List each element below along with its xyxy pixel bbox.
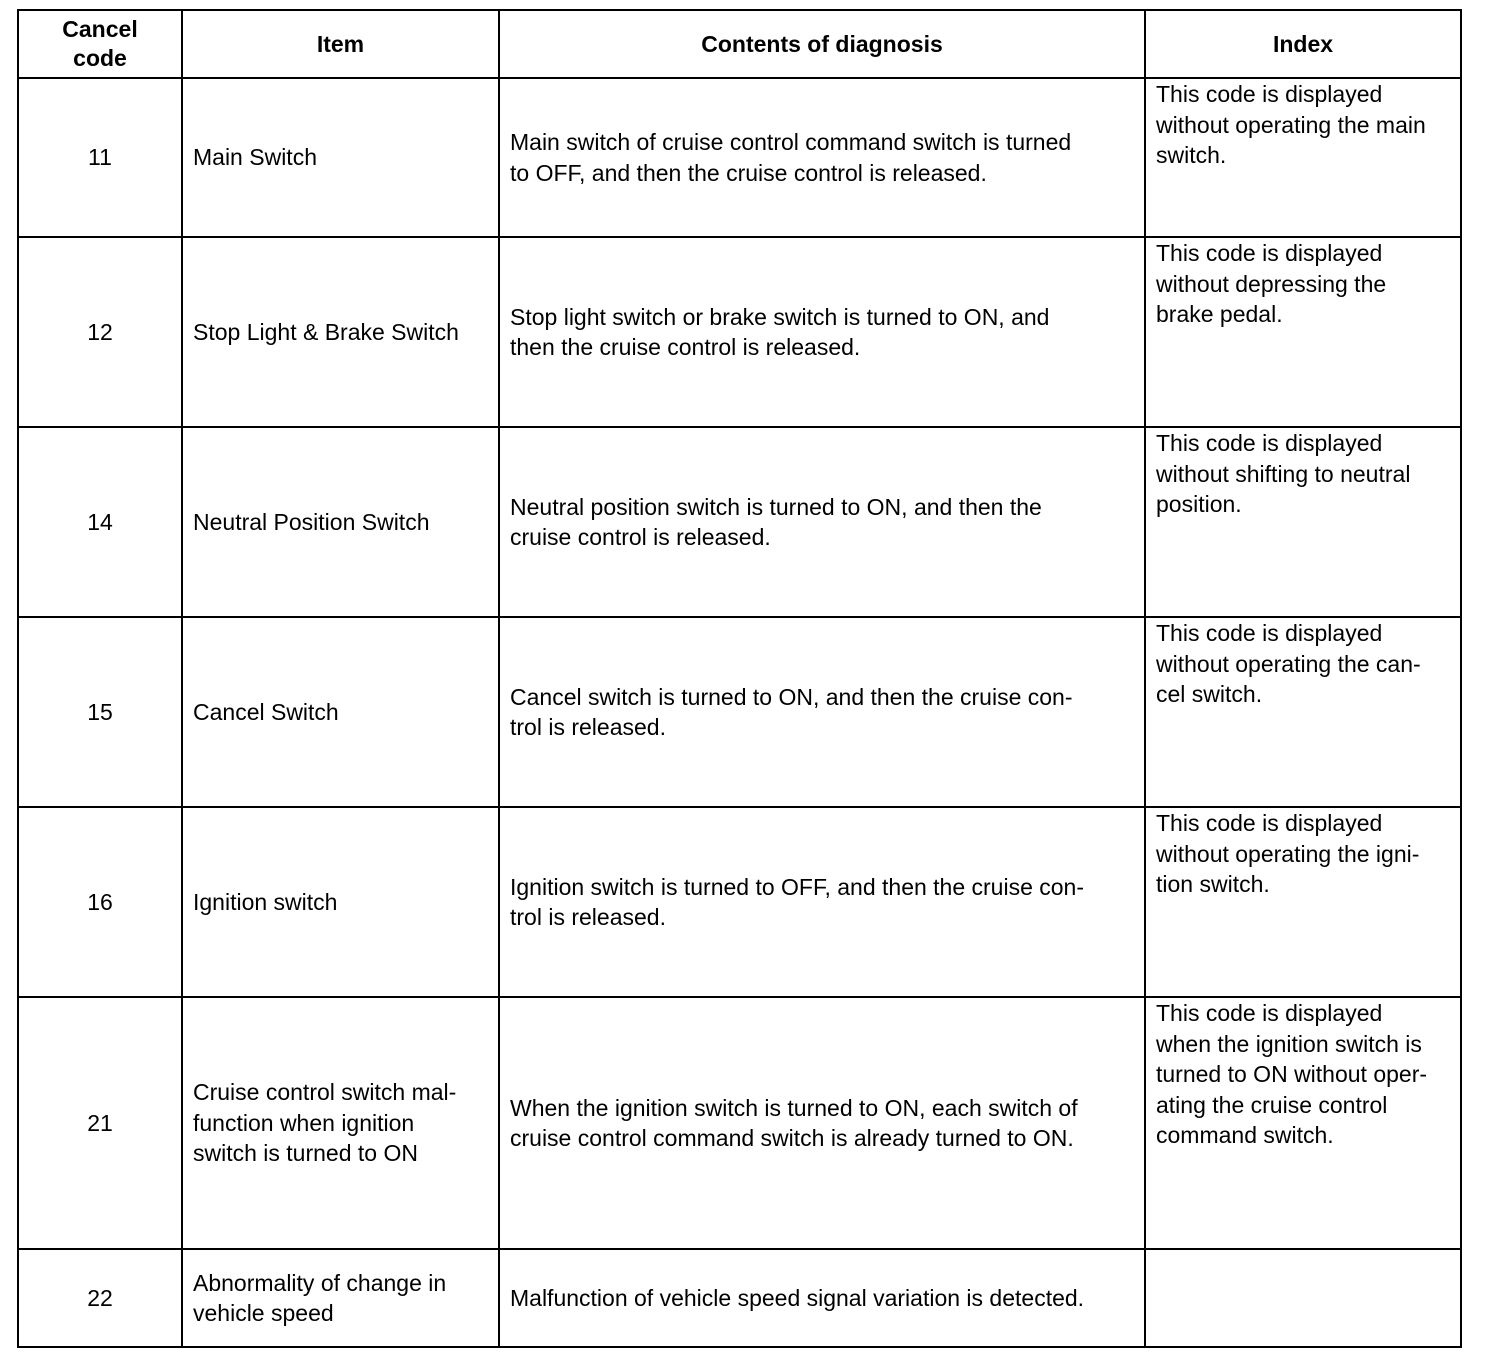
- item-line: switch is turned to ON: [193, 1140, 418, 1167]
- contents-line: Cancel switch is turned to ON, and then the cruise con-: [510, 683, 1073, 710]
- index-line: cel switch.: [1156, 681, 1263, 707]
- index-line: without operating the igni-: [1156, 840, 1420, 867]
- index-line: This code is displayed: [1156, 81, 1383, 107]
- index-line: without operating the main: [1156, 111, 1426, 138]
- item-line: vehicle speed: [193, 1300, 334, 1326]
- table-row: [18, 617, 1461, 807]
- index-cell: [1145, 237, 1461, 427]
- item-line: function when ignition: [193, 1109, 415, 1136]
- cancel-code-table: [17, 9, 1462, 1348]
- contents-line: cruise control is released.: [510, 524, 771, 550]
- item-line: Ignition switch: [193, 888, 338, 915]
- item-line: Cruise control switch mal-: [193, 1079, 457, 1106]
- index-line: ating the cruise control: [1156, 1091, 1388, 1118]
- item-cell: [182, 427, 499, 617]
- header-index: Index: [1145, 10, 1461, 78]
- index-line: This code is displayed: [1156, 240, 1383, 266]
- header-row: [18, 10, 1461, 78]
- index-line: This code is displayed: [1156, 620, 1383, 646]
- index-line: command switch.: [1156, 1122, 1334, 1148]
- cancel-code-cell: 14: [18, 427, 182, 617]
- index-line: switch.: [1156, 142, 1227, 168]
- table-row: [18, 807, 1461, 997]
- contents-cell: [499, 78, 1145, 237]
- header-item: Item: [182, 10, 499, 78]
- contents-line: Stop light switch or brake switch is turned to ON, and: [510, 303, 1050, 330]
- index-line: This code is displayed: [1156, 1000, 1383, 1026]
- index-cell: [1145, 997, 1461, 1249]
- contents-line: Malfunction of vehicle speed signal variation is detected.: [510, 1284, 1085, 1311]
- contents-line: Ignition switch is turned to OFF, and then the cruise con-: [510, 873, 1085, 900]
- contents-line: trol is released.: [510, 904, 666, 930]
- item-cell: [182, 1249, 499, 1347]
- index-line: turned to ON without oper-: [1156, 1061, 1428, 1087]
- contents-cell: [499, 1249, 1145, 1347]
- contents-cell: [499, 617, 1145, 807]
- cancel-code-cell: 21: [18, 997, 182, 1249]
- header-cancel-code-line: Cancel: [62, 16, 138, 42]
- index-line: without shifting to neutral: [1156, 460, 1411, 487]
- table-row: [18, 237, 1461, 427]
- item-cell: [182, 237, 499, 427]
- index-line: position.: [1156, 491, 1242, 517]
- contents-line: to OFF, and then the cruise control is released.: [510, 159, 987, 186]
- header-cancel-code: [18, 10, 182, 78]
- item-cell: [182, 617, 499, 807]
- contents-cell: [499, 427, 1145, 617]
- item-line: Main Switch: [193, 144, 317, 171]
- index-line: This code is displayed: [1156, 810, 1383, 836]
- index-cell: [1145, 617, 1461, 807]
- index-cell: [1145, 807, 1461, 997]
- contents-cell: [499, 997, 1145, 1249]
- index-cell: [1145, 427, 1461, 617]
- cancel-code-cell: 12: [18, 237, 182, 427]
- item-cell: [182, 807, 499, 997]
- table-row: [18, 1249, 1461, 1347]
- contents-line: Neutral position switch is turned to ON, and then the: [510, 493, 1042, 520]
- contents-line: cruise control command switch is already turned to ON.: [510, 1125, 1074, 1151]
- cancel-code-cell: 22: [18, 1249, 182, 1347]
- index-cell: [1145, 1249, 1461, 1347]
- contents-line: When the ignition switch is turned to ON, each switch of: [510, 1094, 1078, 1121]
- index-line: without operating the can-: [1156, 650, 1421, 677]
- index-cell: [1145, 78, 1461, 237]
- cancel-code-cell: 16: [18, 807, 182, 997]
- item-line: Neutral Position Switch: [193, 508, 430, 535]
- contents-line: then the cruise control is released.: [510, 334, 861, 360]
- item-cell: [182, 997, 499, 1249]
- cancel-code-cell: 11: [18, 78, 182, 237]
- contents-cell: [499, 807, 1145, 997]
- contents-line: Main switch of cruise control command switch is turned: [510, 129, 1072, 155]
- contents-cell: [499, 237, 1145, 427]
- index-line: tion switch.: [1156, 871, 1270, 897]
- index-line: without depressing the: [1156, 270, 1387, 297]
- item-line: Stop Light & Brake Switch: [193, 318, 459, 345]
- index-line: brake pedal.: [1156, 301, 1283, 327]
- contents-line: trol is released.: [510, 714, 666, 740]
- table-row: [18, 997, 1461, 1249]
- header-cancel-code-line: code: [73, 45, 127, 71]
- index-line: This code is displayed: [1156, 430, 1383, 456]
- header-contents: Contents of diagnosis: [499, 10, 1145, 78]
- item-cell: [182, 78, 499, 237]
- item-line: Abnormality of change in: [193, 1269, 447, 1296]
- item-line: Cancel Switch: [193, 698, 339, 725]
- table-row: [18, 427, 1461, 617]
- table-row: [18, 78, 1461, 237]
- index-line: when the ignition switch is: [1156, 1030, 1422, 1057]
- cancel-code-cell: 15: [18, 617, 182, 807]
